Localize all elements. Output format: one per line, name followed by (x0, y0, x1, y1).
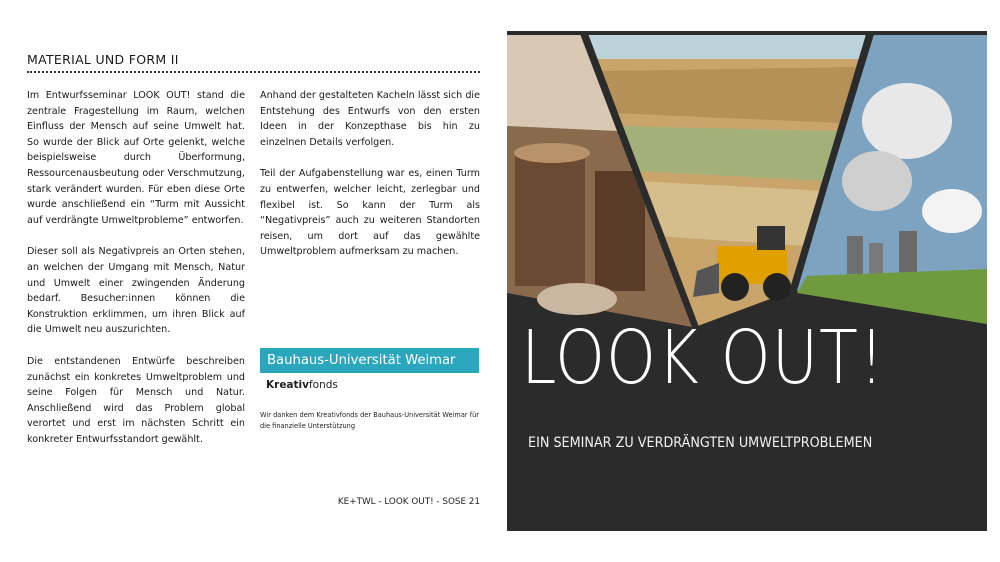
tree-stump (515, 151, 585, 286)
loader-wheel (763, 273, 791, 301)
quarry-sand (637, 181, 825, 246)
loader-wheel (721, 273, 749, 301)
kreativfonds-bold: Kreativ (266, 379, 309, 391)
page-footer: KE+TWL - LOOK OUT! - SOSE 21 (337, 497, 480, 507)
left-text-column (27, 88, 245, 463)
kreativfonds-logo (266, 379, 338, 391)
wood-chips (537, 283, 617, 315)
university-logo-bar: Bauhaus-Universität Weimar (260, 348, 479, 373)
acknowledgement-text: Wir danken dem Kreativfonds der Bauhaus-Universität Weimar für die finanzielle Unterstützung (260, 411, 479, 430)
cooling-tower (899, 231, 917, 274)
dotted-divider (27, 71, 480, 73)
tree-stump (595, 171, 645, 291)
smoke-cloud (842, 151, 912, 211)
section-heading: MATERIAL UND FORM II (27, 52, 179, 67)
quarry-sky (583, 31, 867, 59)
kreativfonds-rest: fonds (308, 379, 338, 391)
cooling-tower (847, 236, 863, 274)
paragraph: Dieser soll als Negativpreis an Orten stehen, an welchen der Umgang mit Mensch, Natur und Umwelt einer zwingenden Änderung bedarf. Besucher:innen können die Konstruktion erklimmen, um ihren Blick auf die Umwelt neu auszurichten. (27, 246, 245, 336)
stump-top (514, 143, 590, 163)
loader-cab (757, 226, 785, 250)
cover-title: LOOK OUT! (521, 315, 886, 401)
cover-panel (507, 31, 987, 531)
cover-subtitle: EIN SEMINAR ZU VERDRÄNGTEN UMWELTPROBLEMEN (528, 435, 873, 451)
cooling-tower (869, 243, 883, 274)
smoke-cloud (862, 83, 952, 159)
paragraph: Anhand der gestalteten Kacheln lässt sich die Entstehung des Entwurfs von den ersten Ideen in der Konzepthase bis hin zu einzelnen Details verfolgen. (260, 90, 480, 148)
right-text-column (260, 88, 480, 276)
paragraph: Teil der Aufgabenstellung war es, einen Turm zu entwerfen, welcher leicht, zerlegbar und flexibel ist. So kann der Turm als “Negativpreis” auch zu weiteren Standorten reisen, um dort auf das gewählte Umweltproblem aufmerksam zu machen. (260, 168, 480, 258)
cloud (922, 189, 982, 233)
cover-collage-image (507, 31, 987, 531)
paragraph: Im Entwurfsseminar LOOK OUT! stand die zentrale Fragestellung im Raum, welchen Einfluss der Mensch auf seine Umwelt hat. So wurde der Blick auf Orte gelenkt, welche beispielsweise durch Überformung, Ressourcenausbeutung oder Verschmutzung, stark verändert wurden. Für eben diese Orte wurde anschließend ein “Turm mit Aussicht auf verdrängte Umweltprobleme” entworfen. (27, 90, 245, 226)
top-border (507, 31, 987, 35)
paragraph: Die entstandenen Entwürfe beschreiben zunächst ein konkretes Umweltproblem und seine Folgen für Mensch und Natur. Anschließend wird das Problem global verortet und erst im nächsten Schritt ein konkreter Entwurfsstandort gewählt. (27, 355, 245, 445)
